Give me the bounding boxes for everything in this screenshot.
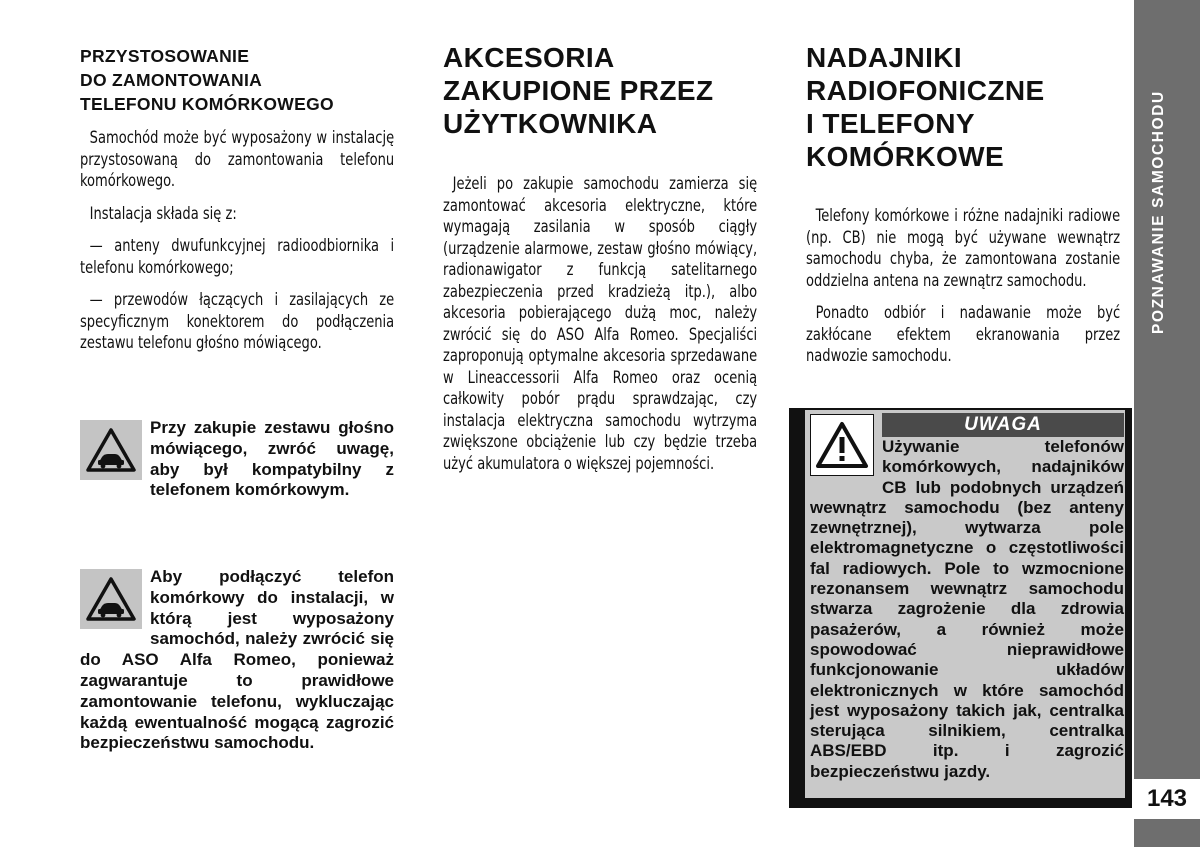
- warning-content: [810, 413, 1124, 782]
- heading-line: ZAKUPIONE PRZEZ: [443, 75, 714, 106]
- heading-line: NADAJNIKI: [806, 42, 963, 73]
- note-box: [80, 567, 394, 754]
- paragraph: Jeżeli po zakupie samochodu zamierza się zamontować akcesoria elektryczne, które wymagają zasilania w sposób ciągły (urządzenie alarmowe, zestaw głośno mówiący, radionawigator z funkcją satelitarnego zabezpieczenia przed kradzieżą itp.), albo akcesoria pobierającego dużą moc, należy zwrócić się do ASO Alfa Romeo. Specjaliści zaproponują optymalne akcesoria sprzedawane w Lineaccessorii Alfa Romeo oraz ocenią całkowity pobór prądu sprawdzając, czy instalacja elektryczna samochodu wytrzyma zwiększone obciążenie lub czy będzie trzeba użyć akumulatora o większej pojemności.: [443, 174, 758, 473]
- paragraph: Ponadto odbiór i nadawanie może być zakłócane efektem ekranowania przez nadwozie samochodu.: [806, 303, 1121, 365]
- heading-line: RADIOFONICZNE: [806, 75, 1045, 106]
- heading-line: TELEFONU KOMÓRKOWEGO: [80, 94, 334, 114]
- section-heading-phone-installation: [80, 44, 334, 116]
- note-box: [80, 418, 394, 501]
- note-text: Aby podłączyć telefon komórkowy do instalacji, w którą jest wyposażony samochód, należy zwrócić się do ASO Alfa Romeo, ponieważ zagwarantuje to prawidłowe zamontowanie telefonu, wykluczając każdą ewentualność mogącą zagrozić bezpieczeństwu samochodu.: [80, 567, 394, 753]
- car-caution-icon: [80, 569, 142, 629]
- paragraph: Samochód może być wyposażony w instalację przystosowaną do zamontowania telefonu komórkowego.: [80, 128, 395, 190]
- heading-line: KOMÓRKOWE: [806, 141, 1005, 172]
- paragraph: — przewodów łączących i zasilających ze specyficznym konektorem do podłączenia zestawu telefonu głośno mówiącego.: [80, 290, 395, 352]
- heading-line: DO ZAMONTOWANIA: [80, 70, 263, 90]
- car-caution-icon: [80, 420, 142, 480]
- note-text: Przy zakupie zestawu głośno mówiącego, zwróć uwagę, aby był kompatybilny z telefonem komórkowym.: [150, 418, 394, 500]
- paragraph: — anteny dwufunkcyjnej radioodbiornika i telefonu komórkowego;: [80, 236, 395, 277]
- section-tab-label: POZNAWANIE SAMOCHODU: [1150, 90, 1167, 334]
- heading-line: UŻYTKOWNIKA: [443, 108, 658, 139]
- section-heading-radio-transmitters: [806, 41, 1045, 173]
- heading-line: I TELEFONY: [806, 108, 975, 139]
- warning-text: Używanie telefonów komórkowych, nadajników CB lub podobnych urządzeń wewnątrz samochodu (bez anteny zewnętrznej), wytwarza pole elektromagnetyczne o częstotliwości fal radiowych. Pole to wzmocnione rezonansem wewnątrz samochodu stwarza zagrożenie dla zdrowia pasażerów, a również może spowodować nieprawidłowe funkcjonowanie układów elektronicznych w które samochód jest wyposażony takich jak, centralka sterująca silnikiem, centralka ABS/EBD itp. i zagrozić bezpieczeństwu jazdy.: [810, 437, 1124, 781]
- heading-line: AKCESORIA: [443, 42, 615, 73]
- body-text: [806, 205, 1120, 367]
- exclamation-icon: [810, 414, 874, 476]
- warning-label: UWAGA: [882, 413, 1124, 437]
- heading-line: PRZYSTOSOWANIE: [80, 46, 250, 66]
- paragraph: Telefony komórkowe i różne nadajniki radiowe (np. CB) nie mogą być używane wewnątrz samochodu chyba, że zamontowana zostanie oddzielna antena na zewnątrz samochodu.: [806, 206, 1121, 290]
- section-heading-accessories: [443, 41, 713, 140]
- paragraph: Instalacja składa się z:: [89, 203, 237, 223]
- body-text: [80, 127, 394, 354]
- page-number: 143: [1134, 779, 1200, 819]
